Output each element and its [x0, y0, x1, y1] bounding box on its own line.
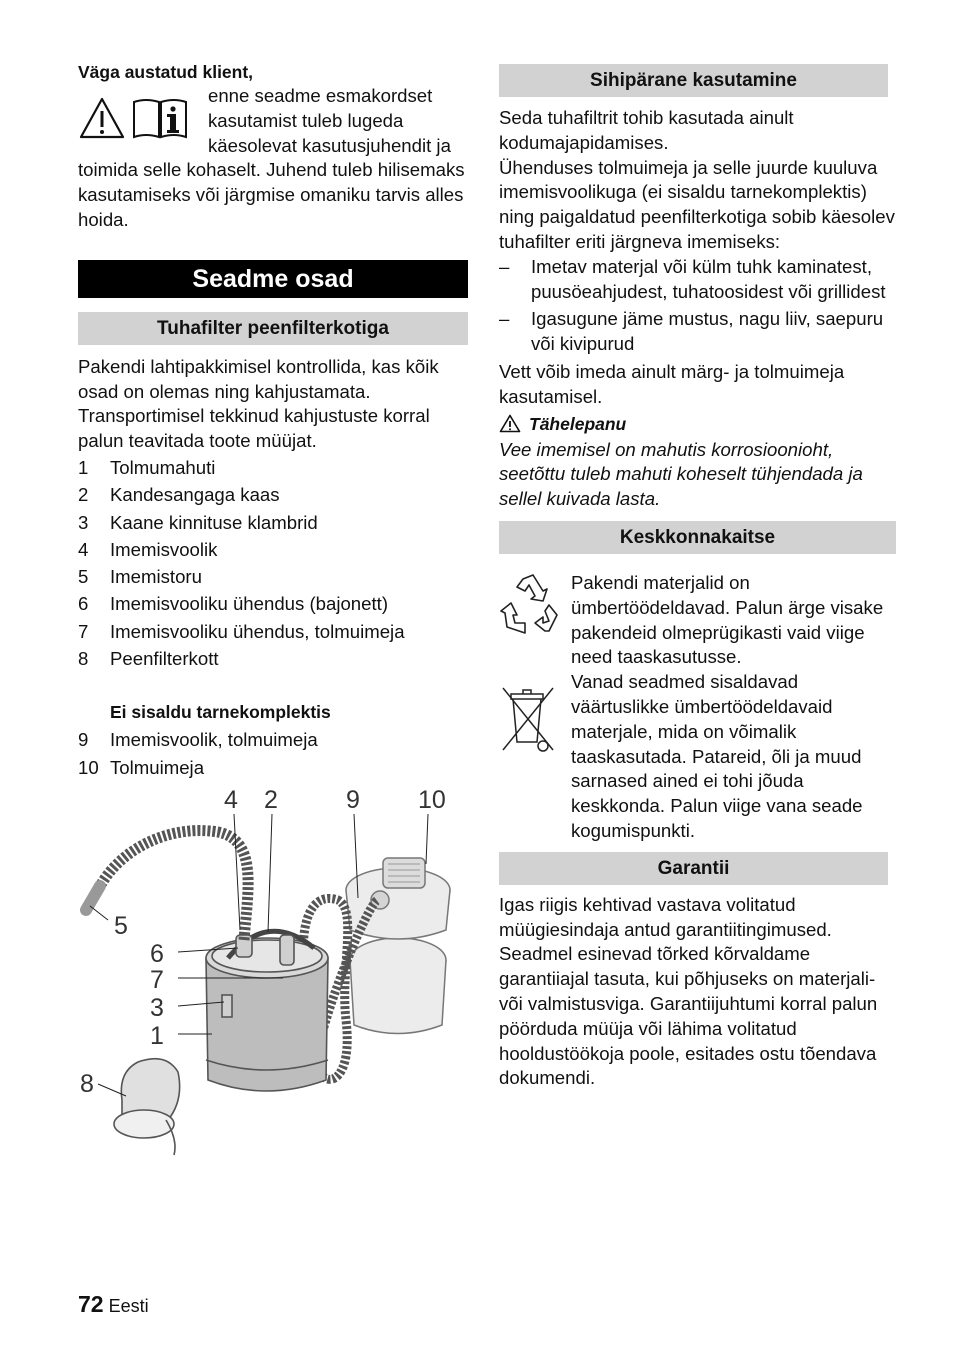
warning-icon [78, 96, 126, 140]
intro-rest: toimida selle kohaselt. Juhend tuleb hilisemaks kasutamiseks või järgmise omaniku tarvis alles hoida. [78, 159, 465, 230]
list-item: – Imetav materjal või külm tuhk kaminatest, puusöeahjudest, tuhatoosidest või grillidest [499, 255, 886, 302]
list-item: 8 Peenfilterkott [78, 648, 219, 670]
intro-line: kasutamist tuleb lugeda [208, 109, 404, 131]
intro-line: enne seadme esmakordset [208, 85, 433, 106]
intro-icons [78, 84, 208, 140]
note-title: Tähelepanu [529, 413, 627, 434]
list-item: 4 Imemisvoolik [78, 538, 218, 560]
environment-paragraph-2: Vanad seadmed sisaldavad väärtuslikke ümbertöödeldavaid materjale, mida on võimalik taaskasutada. Patareid, õli ja muud sarnased ained ei tohi jõuda keskkonda. Palun viige vana seade kogumispunkti. [571, 671, 863, 841]
list-item: – Igasugune jäme mustus, nagu liiv, saepuru või kivipurud [499, 308, 884, 355]
note-heading [499, 410, 896, 438]
callout-5: 5 [114, 912, 128, 940]
intro-text [208, 84, 468, 158]
use-list [499, 255, 896, 357]
tank-drawing [206, 931, 328, 1091]
ash-filter-figure [78, 780, 468, 1160]
list-item: 6 Imemisvooliku ühendus (bajonett) [78, 593, 389, 615]
filter-bag-drawing [114, 1059, 180, 1155]
not-included-title: Ei sisaldu tarnekomplektis [110, 702, 331, 723]
vacuum-cleaner-drawing [346, 858, 450, 1034]
callout-1: 1 [150, 1022, 164, 1050]
list-item: 1 Tolmumahuti [78, 456, 216, 478]
unpack-text: Pakendi lahtipakkimisel kontrollida, kas kõik osad on olemas ning kahjustamata. Transportimisel tekkinud kahjustuste korral palun teavitada toote müüjat. [78, 355, 439, 452]
callout-2: 2 [264, 786, 278, 814]
list-item: 7 Imemisvooliku ühendus, tolmuimeja [78, 620, 405, 642]
list-item: 2 Kandesangaga kaas [78, 484, 280, 506]
warranty-title: Garantii [499, 852, 888, 885]
callout-8: 8 [80, 1070, 94, 1098]
environment-block [499, 571, 896, 844]
right-column [499, 64, 896, 1091]
warning-icon [499, 414, 521, 433]
environment-text [571, 571, 896, 844]
section-title: Seadme osad [78, 260, 468, 298]
callout-9: 9 [346, 786, 360, 814]
callout-10: 10 [418, 786, 446, 814]
list-item: 3 Kaane kinnituse klambrid [78, 511, 318, 533]
crossed-bin-icon [499, 682, 559, 754]
parts-list [78, 454, 468, 672]
callout-6: 6 [150, 940, 164, 968]
left-column [78, 58, 468, 781]
warranty-text: Igas riigis kehtivad vastava volitatud müügiesindaja antud garantiitingimused. Seadmel esinevad tõrked kõrvaldame garantiiajal tasuta, kui põhjuseks on materjali- või valmistusviga. Garantiijuhtumi korral palun pöörduda müüja või lähima volitatud hooldustöökoja poole, esitades ostu tõendava dokumendi. [499, 893, 878, 1089]
footer-language: Eesti [108, 1296, 149, 1316]
note-text: Vee imemisel on mahutis korrosioonioht, seetõttu tuleb mahuti koheselt tühjendada ja sellel kuivada lasta. [499, 438, 863, 510]
recycling-icon [499, 571, 565, 639]
intro-block [78, 84, 468, 158]
manual-info-icon [130, 96, 190, 140]
list-item: 9 Imemisvoolik, tolmuimeja [78, 729, 318, 751]
ash-filter-illustration [78, 780, 468, 1160]
callout-4: 4 [224, 786, 238, 814]
environment-paragraph-1: Pakendi materjalid on ümbertöödeldavad. Palun ärge visake pakendeid olmeprügikasti vaid viige need taaskasutusse. [571, 571, 884, 668]
greeting: Väga austatud klient, [78, 62, 254, 82]
use-paragraph-3: Vett võib imeda ainult märg- ja tolmuimeja kasutamisel. [499, 360, 845, 407]
subsection-title: Tuhafilter peenfilterkotiga [78, 312, 468, 345]
callout-7: 7 [150, 966, 164, 994]
environment-icons [499, 571, 571, 759]
use-paragraph-1: Seda tuhafiltrit tohib kasutada ainult kodumajapidamises. [499, 107, 794, 153]
use-paragraph-2: Ühenduses tolmuimeja ja selle juurde kuuluva imemisvoolikuga (ei sisaldu tarnekomplektis) ning paigaldatud peenfilterkotiga sobib käesolev tuhafilter eriti järgneva imemiseks: [499, 156, 895, 252]
intro-line: käesolevat kasutusjuhendit ja [208, 134, 451, 156]
page-number: 72 [78, 1291, 104, 1317]
page-footer [78, 1291, 149, 1318]
not-included-list [78, 726, 468, 781]
callout-3: 3 [150, 994, 164, 1022]
list-item: 5 Imemistoru [78, 566, 202, 588]
list-item: 10 Tolmuimeja [78, 756, 205, 778]
suction-tube-drawing [86, 886, 100, 910]
environment-title: Keskkonnakaitse [499, 521, 896, 554]
use-title: Sihipärane kasutamine [499, 64, 888, 97]
